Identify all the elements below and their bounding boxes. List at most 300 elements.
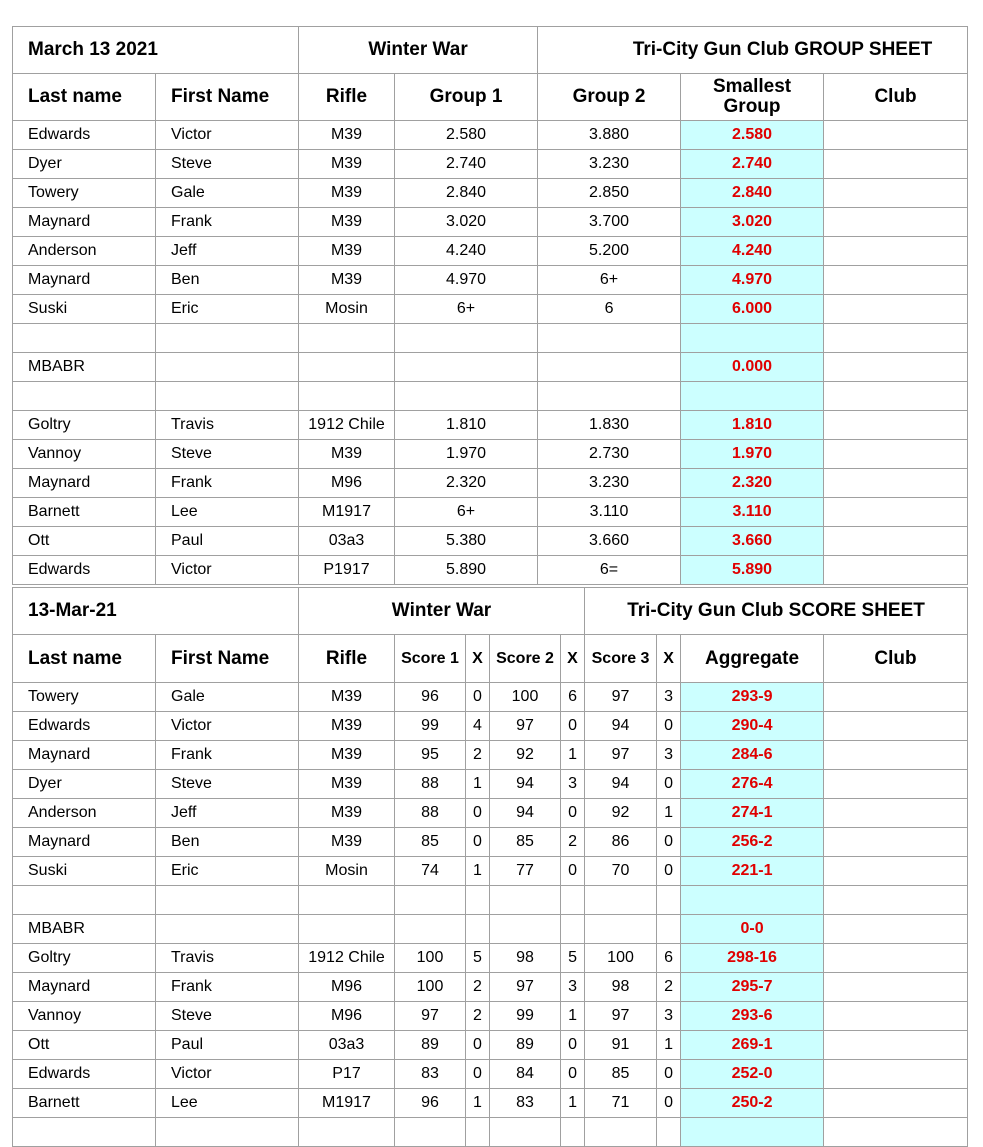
cell-score-3: 94: [585, 712, 657, 741]
cell-aggregate: 0-0: [681, 915, 824, 944]
cell-club: [824, 944, 968, 973]
cell-aggregate: 252-0: [681, 1060, 824, 1089]
cell-last-name: Maynard: [13, 741, 156, 770]
cell-score-1: 83: [395, 1060, 466, 1089]
cell-x2: 1: [561, 741, 585, 770]
cell-score-2: 92: [490, 741, 561, 770]
table-row: [13, 179, 968, 208]
cell-score-3: 97: [585, 683, 657, 712]
cell-score-3: 97: [585, 741, 657, 770]
cell-smallest-group: 2.840: [681, 179, 824, 208]
cell-club: [824, 1118, 968, 1147]
table-row: [13, 121, 968, 150]
cell-smallest-group: 2.580: [681, 121, 824, 150]
table-row: [13, 1060, 968, 1089]
col-header-smallest-line2: Group: [723, 96, 781, 117]
cell-rifle: M39: [299, 440, 395, 469]
cell-club: [824, 828, 968, 857]
table-row: [13, 382, 968, 411]
cell-first-name: Paul: [156, 527, 299, 556]
cell-x2: 3: [561, 973, 585, 1002]
cell-score-2: [490, 1118, 561, 1147]
table-row: [13, 886, 968, 915]
cell-group-1: [395, 324, 538, 353]
group-sheet-title-row: [13, 27, 968, 74]
cell-score-2: 98: [490, 944, 561, 973]
cell-last-name: Towery: [13, 179, 156, 208]
cell-score-3: 85: [585, 1060, 657, 1089]
cell-x3: [657, 915, 681, 944]
score-sheet-header-row: [13, 635, 968, 683]
cell-smallest-group: 4.970: [681, 266, 824, 295]
cell-club: [824, 382, 968, 411]
table-row: [13, 944, 968, 973]
cell-smallest-group: 6.000: [681, 295, 824, 324]
cell-group-2: 6+: [538, 266, 681, 295]
cell-first-name: Frank: [156, 208, 299, 237]
table-row: [13, 440, 968, 469]
group-sheet-table: [12, 26, 968, 585]
cell-x3: 6: [657, 944, 681, 973]
cell-rifle: M96: [299, 1002, 395, 1031]
cell-smallest-group: [681, 382, 824, 411]
cell-x1: 4: [466, 712, 490, 741]
group-sheet-header-row: [13, 74, 968, 121]
cell-score-3: 94: [585, 770, 657, 799]
cell-score-3: 71: [585, 1089, 657, 1118]
table-row: [13, 295, 968, 324]
cell-rifle: M39: [299, 237, 395, 266]
cell-first-name: Steve: [156, 770, 299, 799]
cell-first-name: Eric: [156, 295, 299, 324]
cell-smallest-group: [681, 324, 824, 353]
cell-score-2: [490, 915, 561, 944]
cell-x2: 0: [561, 857, 585, 886]
cell-x2: 5: [561, 944, 585, 973]
cell-club: [824, 295, 968, 324]
cell-last-name: Towery: [13, 683, 156, 712]
cell-rifle: M39: [299, 799, 395, 828]
table-row: [13, 237, 968, 266]
col-header-score-2: Score 2: [490, 635, 561, 683]
cell-first-name: Ben: [156, 828, 299, 857]
score-sheet-table: [12, 587, 968, 1147]
cell-x3: 1: [657, 799, 681, 828]
cell-club: [824, 527, 968, 556]
cell-x1: 2: [466, 1002, 490, 1031]
cell-group-1: 6+: [395, 498, 538, 527]
cell-smallest-group: 1.810: [681, 411, 824, 440]
cell-group-1: 4.970: [395, 266, 538, 295]
cell-rifle: M39: [299, 770, 395, 799]
cell-club: [824, 886, 968, 915]
cell-last-name: [13, 324, 156, 353]
cell-club: [824, 353, 968, 382]
cell-club: [824, 266, 968, 295]
cell-score-2: 83: [490, 1089, 561, 1118]
cell-aggregate: 221-1: [681, 857, 824, 886]
col-header-smallest-line1: Smallest: [712, 76, 792, 97]
cell-club: [824, 411, 968, 440]
cell-score-1: 88: [395, 770, 466, 799]
cell-rifle: [299, 915, 395, 944]
cell-score-1: 74: [395, 857, 466, 886]
cell-group-2: 3.230: [538, 150, 681, 179]
cell-group-1: 2.580: [395, 121, 538, 150]
cell-last-name: Dyer: [13, 770, 156, 799]
col-header-group-1: Group 1: [395, 74, 538, 121]
cell-aggregate: 274-1: [681, 799, 824, 828]
cell-group-2: [538, 324, 681, 353]
cell-rifle: M39: [299, 150, 395, 179]
col-header-rifle: Rifle: [299, 635, 395, 683]
cell-aggregate: 284-6: [681, 741, 824, 770]
cell-last-name: Ott: [13, 527, 156, 556]
cell-club: [824, 324, 968, 353]
cell-x2: 2: [561, 828, 585, 857]
cell-x2: 0: [561, 712, 585, 741]
cell-rifle: [299, 353, 395, 382]
cell-x3: 3: [657, 683, 681, 712]
cell-group-1: 3.020: [395, 208, 538, 237]
cell-x1: 0: [466, 1060, 490, 1089]
cell-x2: 0: [561, 1060, 585, 1089]
cell-group-2: [538, 353, 681, 382]
cell-smallest-group: 5.890: [681, 556, 824, 585]
cell-smallest-group: 2.740: [681, 150, 824, 179]
cell-group-1: 2.320: [395, 469, 538, 498]
table-row: [13, 498, 968, 527]
cell-last-name: [13, 886, 156, 915]
cell-first-name: [156, 353, 299, 382]
cell-smallest-group: 1.970: [681, 440, 824, 469]
table-row: [13, 527, 968, 556]
cell-rifle: 1912 Chile: [299, 944, 395, 973]
table-row: [13, 411, 968, 440]
cell-x1: [466, 915, 490, 944]
cell-score-2: 89: [490, 1031, 561, 1060]
col-header-group-2: Group 2: [538, 74, 681, 121]
cell-club: [824, 208, 968, 237]
cell-club: [824, 237, 968, 266]
group-sheet-event: Winter War: [299, 27, 538, 74]
cell-first-name: [156, 915, 299, 944]
cell-x2: 0: [561, 799, 585, 828]
score-sheet-date: 13-Mar-21: [13, 588, 299, 635]
cell-last-name: Vannoy: [13, 440, 156, 469]
cell-score-2: 100: [490, 683, 561, 712]
cell-smallest-group: 0.000: [681, 353, 824, 382]
col-header-first-name: First Name: [156, 74, 299, 121]
cell-first-name: Frank: [156, 973, 299, 1002]
cell-last-name: Suski: [13, 295, 156, 324]
cell-aggregate: 269-1: [681, 1031, 824, 1060]
table-row: [13, 353, 968, 382]
cell-x1: 2: [466, 973, 490, 1002]
cell-score-1: 95: [395, 741, 466, 770]
cell-first-name: Eric: [156, 857, 299, 886]
cell-rifle: M39: [299, 828, 395, 857]
cell-aggregate: 290-4: [681, 712, 824, 741]
score-sheet-title-row: [13, 588, 968, 635]
cell-last-name: [13, 1118, 156, 1147]
cell-rifle: 03a3: [299, 527, 395, 556]
cell-score-3: 97: [585, 1002, 657, 1031]
cell-last-name: Edwards: [13, 556, 156, 585]
cell-first-name: Victor: [156, 556, 299, 585]
table-row: [13, 770, 968, 799]
cell-score-1: 85: [395, 828, 466, 857]
col-header-score-3: Score 3: [585, 635, 657, 683]
cell-score-3: [585, 886, 657, 915]
cell-first-name: Steve: [156, 440, 299, 469]
cell-last-name: Anderson: [13, 237, 156, 266]
cell-first-name: Gale: [156, 683, 299, 712]
cell-first-name: Victor: [156, 1060, 299, 1089]
cell-last-name: Maynard: [13, 469, 156, 498]
cell-club: [824, 1002, 968, 1031]
col-header-club: Club: [824, 635, 968, 683]
cell-club: [824, 741, 968, 770]
cell-x2: [561, 1118, 585, 1147]
cell-smallest-group: 4.240: [681, 237, 824, 266]
cell-group-1: 4.240: [395, 237, 538, 266]
cell-score-2: 85: [490, 828, 561, 857]
cell-x1: 0: [466, 828, 490, 857]
cell-group-1: 5.890: [395, 556, 538, 585]
cell-x3: 3: [657, 1002, 681, 1031]
cell-group-2: 3.230: [538, 469, 681, 498]
cell-group-1: 5.380: [395, 527, 538, 556]
cell-x3: 0: [657, 857, 681, 886]
cell-aggregate: [681, 886, 824, 915]
cell-group-2: 3.880: [538, 121, 681, 150]
cell-club: [824, 1031, 968, 1060]
col-header-smallest-group: [681, 74, 824, 121]
cell-group-1: 2.740: [395, 150, 538, 179]
cell-club: [824, 469, 968, 498]
cell-score-1: 88: [395, 799, 466, 828]
cell-last-name: Maynard: [13, 266, 156, 295]
cell-x1: 2: [466, 741, 490, 770]
table-row: [13, 208, 968, 237]
cell-x2: 1: [561, 1002, 585, 1031]
cell-x3: 0: [657, 1060, 681, 1089]
cell-aggregate: 276-4: [681, 770, 824, 799]
cell-x3: 0: [657, 770, 681, 799]
cell-x1: 5: [466, 944, 490, 973]
cell-group-2: 3.660: [538, 527, 681, 556]
cell-group-1: 6+: [395, 295, 538, 324]
cell-score-1: 99: [395, 712, 466, 741]
cell-first-name: Steve: [156, 150, 299, 179]
cell-score-2: [490, 886, 561, 915]
cell-aggregate: 295-7: [681, 973, 824, 1002]
cell-club: [824, 683, 968, 712]
cell-x2: [561, 886, 585, 915]
score-sheet-event: Winter War: [299, 588, 585, 635]
cell-score-1: 97: [395, 1002, 466, 1031]
cell-score-1: 89: [395, 1031, 466, 1060]
cell-first-name: Victor: [156, 121, 299, 150]
cell-rifle: M1917: [299, 498, 395, 527]
cell-score-1: 96: [395, 1089, 466, 1118]
cell-x2: 0: [561, 1031, 585, 1060]
cell-first-name: [156, 382, 299, 411]
cell-aggregate: 293-9: [681, 683, 824, 712]
cell-last-name: Edwards: [13, 1060, 156, 1089]
cell-group-2: 5.200: [538, 237, 681, 266]
cell-score-2: 97: [490, 973, 561, 1002]
cell-club: [824, 770, 968, 799]
group-sheet-date: March 13 2021: [13, 27, 299, 74]
cell-group-2: 6: [538, 295, 681, 324]
cell-last-name: Barnett: [13, 1089, 156, 1118]
cell-club: [824, 150, 968, 179]
score-sheet-body: [13, 683, 968, 1147]
cell-last-name: MBABR: [13, 353, 156, 382]
cell-first-name: [156, 1118, 299, 1147]
cell-x1: 0: [466, 1031, 490, 1060]
cell-club: [824, 1060, 968, 1089]
cell-club: [824, 498, 968, 527]
col-header-last-name: Last name: [13, 635, 156, 683]
col-header-aggregate: Aggregate: [681, 635, 824, 683]
cell-last-name: [13, 382, 156, 411]
cell-last-name: Barnett: [13, 498, 156, 527]
cell-club: [824, 556, 968, 585]
cell-smallest-group: 3.020: [681, 208, 824, 237]
cell-score-3: 98: [585, 973, 657, 1002]
cell-x2: 1: [561, 1089, 585, 1118]
cell-aggregate: 298-16: [681, 944, 824, 973]
cell-last-name: Ott: [13, 1031, 156, 1060]
cell-group-1: 2.840: [395, 179, 538, 208]
cell-x3: 0: [657, 1089, 681, 1118]
cell-x1: 1: [466, 1089, 490, 1118]
cell-first-name: Travis: [156, 411, 299, 440]
col-header-x1: X: [466, 635, 490, 683]
cell-group-1: 1.810: [395, 411, 538, 440]
cell-score-1: 96: [395, 683, 466, 712]
cell-score-3: [585, 1118, 657, 1147]
cell-first-name: Lee: [156, 1089, 299, 1118]
cell-x1: 0: [466, 799, 490, 828]
group-sheet-title: Tri-City Gun Club GROUP SHEET: [538, 27, 968, 74]
cell-group-2: 2.850: [538, 179, 681, 208]
cell-first-name: Paul: [156, 1031, 299, 1060]
cell-x1: [466, 886, 490, 915]
col-header-first-name: First Name: [156, 635, 299, 683]
cell-group-1: [395, 353, 538, 382]
cell-rifle: M96: [299, 469, 395, 498]
cell-first-name: Gale: [156, 179, 299, 208]
cell-club: [824, 179, 968, 208]
cell-rifle: 1912 Chile: [299, 411, 395, 440]
cell-x3: [657, 886, 681, 915]
cell-x1: 1: [466, 770, 490, 799]
cell-x3: [657, 1118, 681, 1147]
table-row: [13, 828, 968, 857]
cell-aggregate: 250-2: [681, 1089, 824, 1118]
cell-x3: 1: [657, 1031, 681, 1060]
cell-x3: 2: [657, 973, 681, 1002]
table-row: [13, 973, 968, 1002]
cell-score-3: [585, 915, 657, 944]
cell-last-name: Anderson: [13, 799, 156, 828]
cell-first-name: Frank: [156, 741, 299, 770]
cell-aggregate: [681, 1118, 824, 1147]
cell-club: [824, 121, 968, 150]
cell-score-2: 84: [490, 1060, 561, 1089]
cell-last-name: Goltry: [13, 944, 156, 973]
cell-score-3: 70: [585, 857, 657, 886]
cell-group-2: 6=: [538, 556, 681, 585]
cell-rifle: P17: [299, 1060, 395, 1089]
cell-score-2: 97: [490, 712, 561, 741]
cell-first-name: Jeff: [156, 799, 299, 828]
cell-group-1: 1.970: [395, 440, 538, 469]
cell-rifle: 03a3: [299, 1031, 395, 1060]
cell-last-name: Goltry: [13, 411, 156, 440]
cell-last-name: Edwards: [13, 712, 156, 741]
cell-x2: 6: [561, 683, 585, 712]
cell-score-3: 91: [585, 1031, 657, 1060]
cell-club: [824, 799, 968, 828]
table-row: [13, 683, 968, 712]
cell-score-2: 77: [490, 857, 561, 886]
col-header-x2: X: [561, 635, 585, 683]
cell-first-name: Travis: [156, 944, 299, 973]
cell-rifle: Mosin: [299, 857, 395, 886]
group-sheet-body: [13, 121, 968, 585]
cell-group-2: 3.700: [538, 208, 681, 237]
table-row: [13, 469, 968, 498]
cell-club: [824, 857, 968, 886]
cell-x3: 0: [657, 828, 681, 857]
cell-group-2: 3.110: [538, 498, 681, 527]
cell-last-name: Suski: [13, 857, 156, 886]
cell-first-name: Frank: [156, 469, 299, 498]
table-row: [13, 915, 968, 944]
cell-group-2: 2.730: [538, 440, 681, 469]
cell-rifle: P1917: [299, 556, 395, 585]
table-row: [13, 1002, 968, 1031]
cell-first-name: Jeff: [156, 237, 299, 266]
cell-last-name: Maynard: [13, 973, 156, 1002]
cell-first-name: [156, 324, 299, 353]
cell-x2: 3: [561, 770, 585, 799]
cell-club: [824, 973, 968, 1002]
cell-club: [824, 915, 968, 944]
cell-last-name: Maynard: [13, 208, 156, 237]
cell-score-3: 100: [585, 944, 657, 973]
cell-rifle: [299, 382, 395, 411]
cell-rifle: M39: [299, 741, 395, 770]
cell-club: [824, 1089, 968, 1118]
cell-first-name: [156, 886, 299, 915]
table-row: [13, 556, 968, 585]
col-header-x3: X: [657, 635, 681, 683]
cell-smallest-group: 3.660: [681, 527, 824, 556]
cell-score-1: [395, 1118, 466, 1147]
table-row: [13, 1118, 968, 1147]
cell-score-2: 94: [490, 770, 561, 799]
cell-x2: [561, 915, 585, 944]
cell-last-name: Edwards: [13, 121, 156, 150]
cell-first-name: Lee: [156, 498, 299, 527]
cell-score-1: [395, 886, 466, 915]
